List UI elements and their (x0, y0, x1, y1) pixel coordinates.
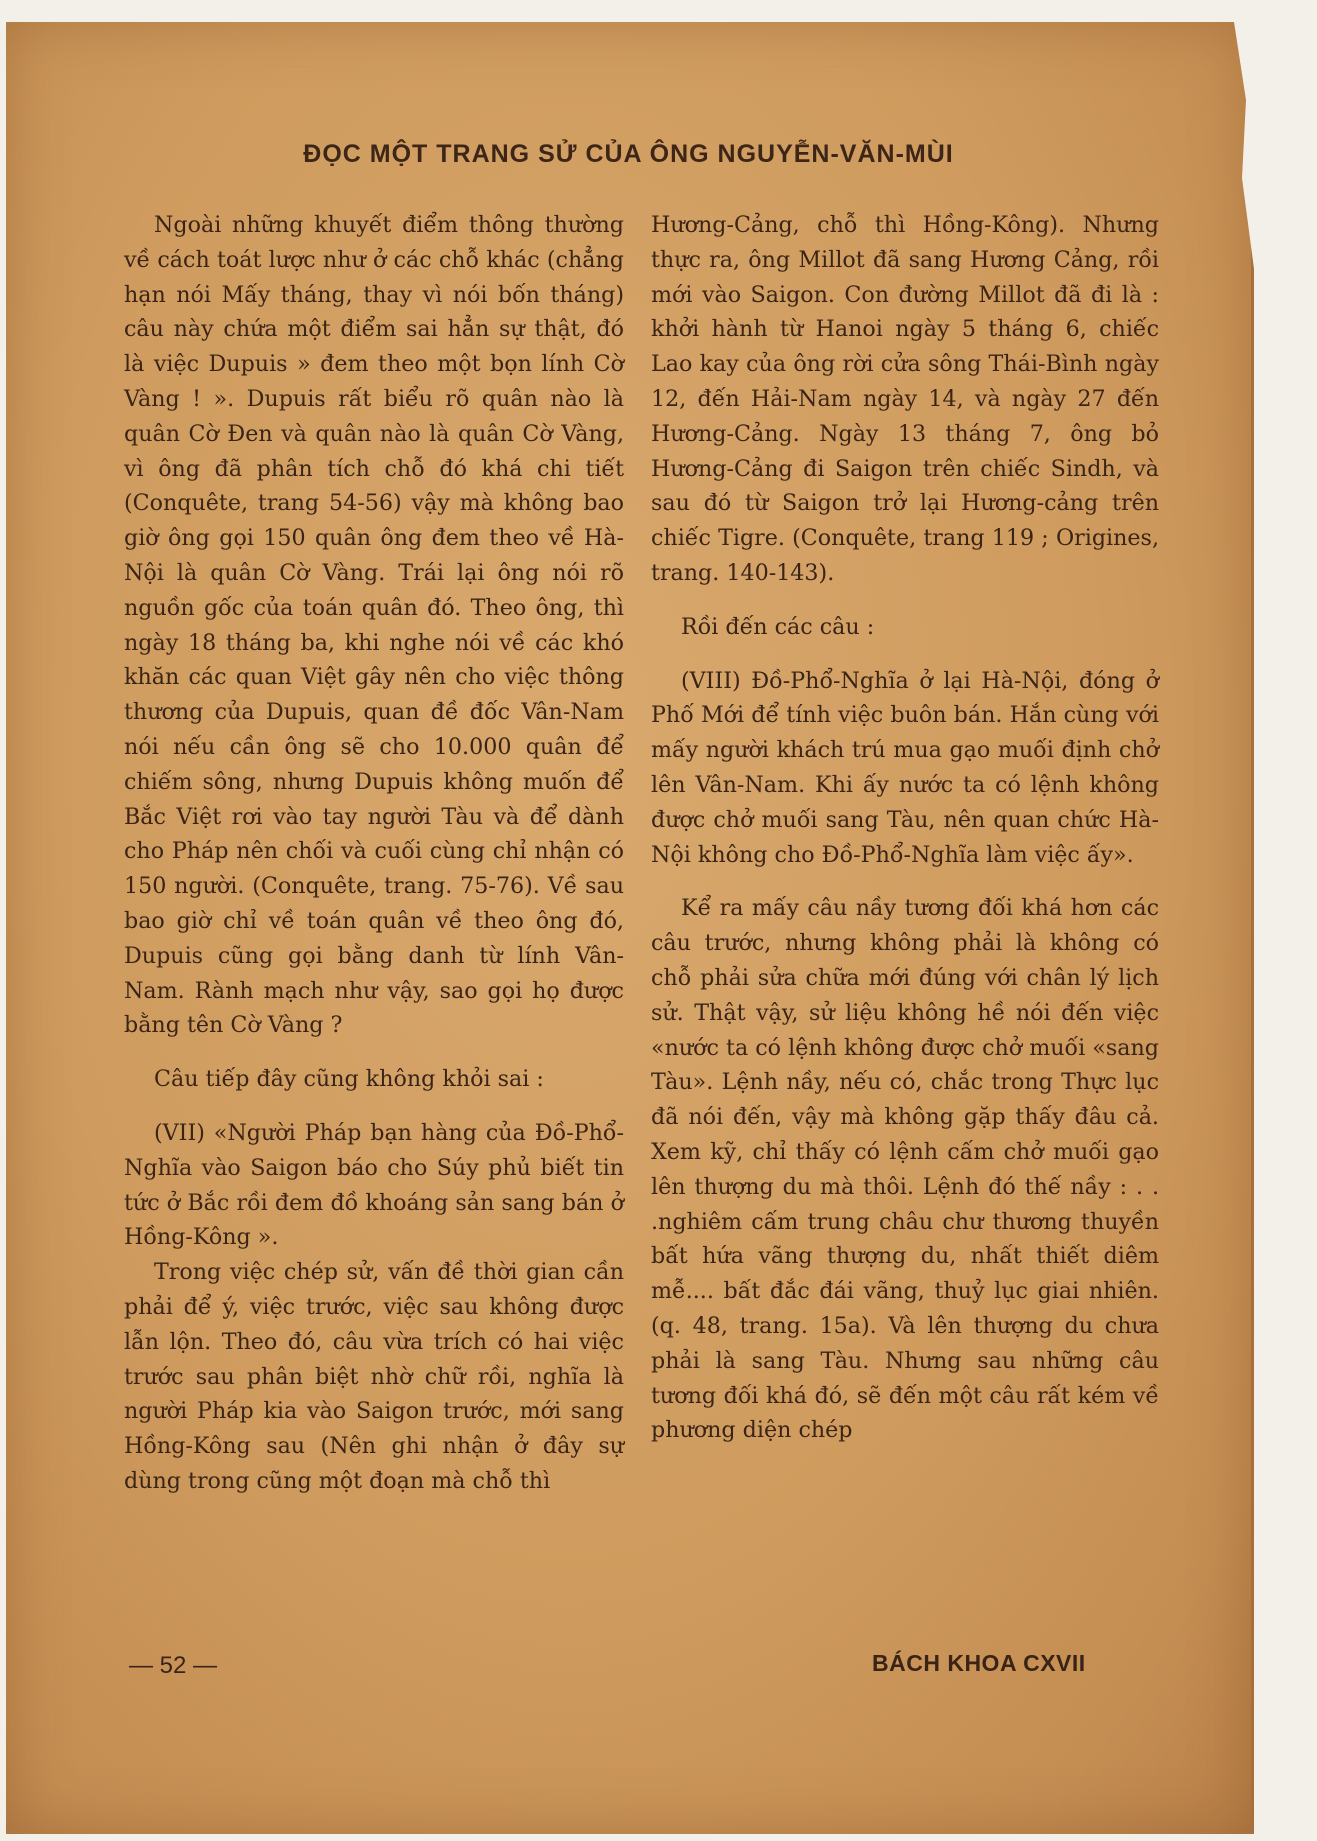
right-column (651, 208, 1159, 1467)
left-column (124, 208, 624, 1518)
paragraph: Kể ra mấy câu nầy tương đối khá hơn các câu trước, nhưng không phải là không có chỗ phải sửa chữa mới đúng với chân lý lịch sử. Thật vậy, sử liệu không hề nói đến việc «nước ta có lệnh không được chở muối «sang Tàu». Lệnh nầy, nếu có, chắc trong Thực lục đã nói đến, vậy mà không gặp thấy đâu cả. Xem kỹ, chỉ thấy có lệnh cấm chở muối gạo lên thượng du mà thôi. Lệnh đó thế nầy : . . .nghiêm cấm trung châu chư thương thuyền bất hứa vãng thượng du, nhất thiết diêm mễ.... bất đắc đái vãng, thuỷ lục giai nhiên. (q. 48, trang. 15a). Và lên thượng du chưa phải là sang Tàu. Nhưng sau những câu tương đối khá đó, sẽ đến một câu rất kém về phương diện chép (651, 895, 1159, 1444)
paragraph: Ngoài những khuyết điểm thông thường về cách toát lược như ở các chỗ khác (chẳng hạn nói Mấy tháng, thay vì nói bốn tháng) câu này chứa một điểm sai hẳn sự thật, đó là việc Dupuis » đem theo một bọn lính Cờ Vàng ! ». Dupuis rất biểu rõ quân nào là quân Cờ Đen và quân nào là quân Cờ Vàng, vì ông đã phân tích chỗ đó khá chi tiết (Conquête, trang 54-56) vậy mà không bao giờ ông gọi 150 quân ông đem theo về Hà-Nội là quân Cờ Vàng. Trái lại ông nói rõ nguồn gốc của toán quân đó. Theo ông, thì ngày 18 tháng ba, khi nghe nói về các khó khăn các quan Việt gây nên cho việc thông thương của Dupuis, quan đề đốc Vân-Nam nói nếu cần ông sẽ cho 10.000 quân để chiếm sông, nhưng Dupuis không muốn để Bắc Việt rơi vào tay người Tàu và để dành cho Pháp nên chối và cuối cùng chỉ nhận có 150 người. (Conquête, trang. 75-76). Về sau bao giờ chỉ về toán quân về theo ông đó, Dupuis cũng gọi bằng danh từ lính Vân-Nam. Rành mạch như vậy, sao gọi họ được bằng tên Cờ Vàng ? (124, 212, 624, 1039)
paragraph: Câu tiếp đây cũng không khỏi sai : (154, 1066, 544, 1093)
paragraph: Trong việc chép sử, vấn đề thời gian cần phải để ý, việc trước, việc sau không được lẫn lộn. Theo đó, câu vừa trích có hai việc trước sau phân biệt nhờ chữ rồi, nghĩa là người Pháp kia vào Saigon trước, mới sang Hồng-Kông sau (Nên ghi nhận ở đây sự dùng trong cũng một đoạn mà chỗ thì (124, 1259, 624, 1494)
paragraph: Hương-Cảng, chỗ thì Hồng-Kông). Nhưng thực ra, ông Millot đã sang Hương Cảng, rồi mới vào Saigon. Con đường Millot đã đi là : khởi hành từ Hanoi ngày 5 tháng 6, chiếc Lao kay của ông rời cửa sông Thái-Bình ngày 12, đến Hải-Nam ngày 14, và ngày 27 đến Hương-Cảng. Ngày 13 tháng 7, ông bỏ Hương-Cảng đi Saigon trên chiếc Sindh, và sau đó từ Saigon trở lại Hương-cảng trên chiếc Tigre. (Conquête, trang 119 ; Origines, trang. 140-143). (651, 212, 1159, 586)
paragraph: (VIII) Đồ-Phổ-Nghĩa ở lại Hà-Nội, đóng ở Phố Mới để tính việc buôn bán. Hắn cùng với mấy người khách trú mua gạo muối định chở lên Vân-Nam. Khi ấy nước ta có lệnh không được chở muối sang Tàu, nên quan chức Hà-Nội không cho Đồ-Phổ-Nghĩa làm việc ấy». (651, 667, 1159, 868)
paper-page (6, 22, 1254, 1834)
paragraph: Rồi đến các câu : (681, 613, 875, 640)
paragraph: (VII) «Người Pháp bạn hàng của Đồ-Phổ-Nghĩa vào Saigon báo cho Súy phủ biết tin tức ở Bắc rồi đem đồ khoáng sản sang bán ở Hồng-Kông ». (124, 1119, 624, 1251)
magazine-issue: BÁCH KHOA CXVII (872, 1650, 1086, 1676)
page-number: — 52 — (129, 1652, 218, 1679)
article-title: ĐỌC MỘT TRANG SỬ CỦA ÔNG NGUYỄN-VĂN-MÙI (303, 140, 954, 168)
